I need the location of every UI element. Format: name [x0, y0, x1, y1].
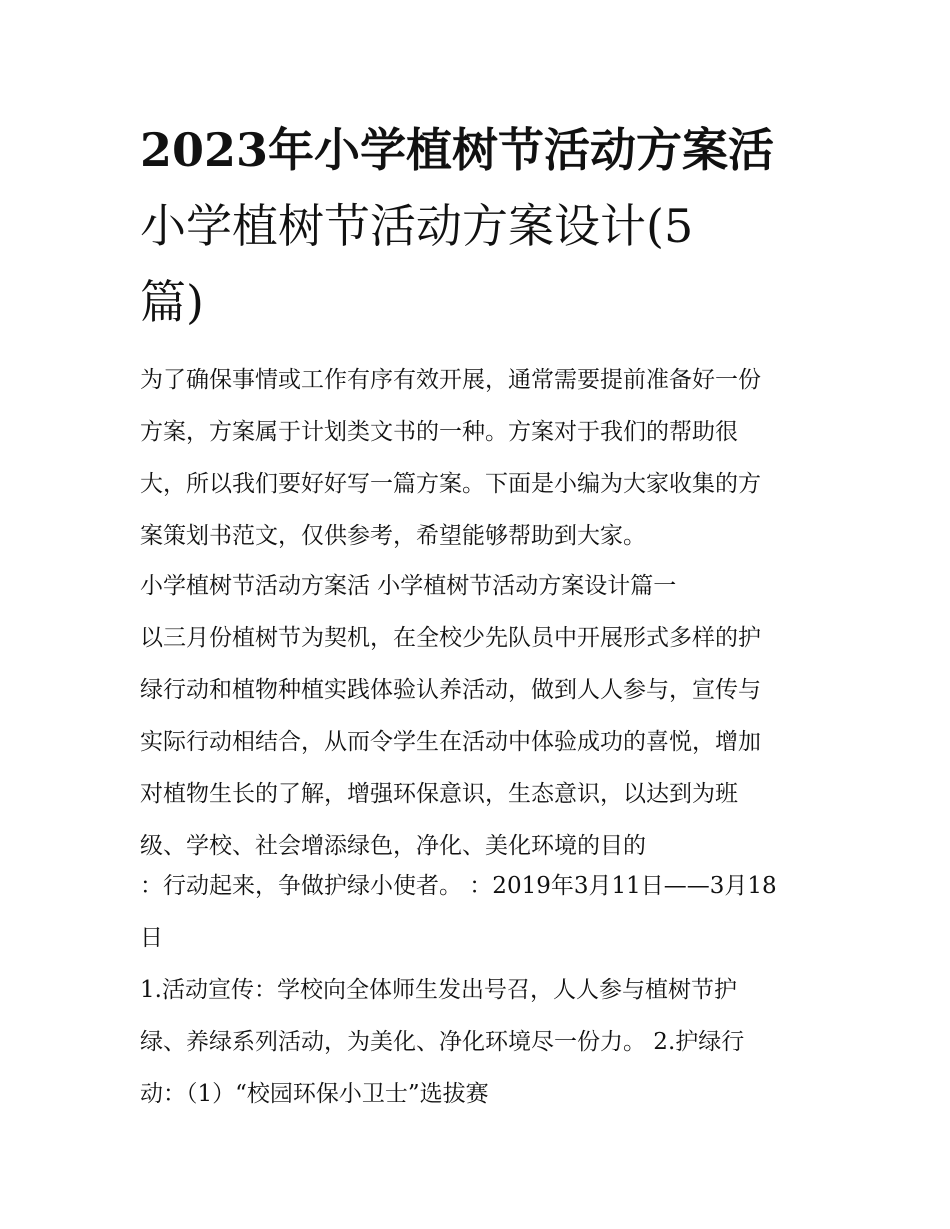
intro-paragraph	[140, 354, 820, 562]
section-heading	[140, 560, 820, 612]
activities-line: 动：（1）“校园环保小卫士”选拔赛	[140, 1081, 489, 1107]
purpose-line: 实际行动相结合，从而令学生在活动中体验成功的喜悦，增加	[140, 729, 761, 755]
purpose-line: 绿行动和植物种植实践体验认养活动，做到人人参与，宣传与	[140, 677, 761, 703]
title-line-1: 2023年小学植树节活动方案活	[140, 123, 775, 177]
intro-line: 大，所以我们要好好写一篇方案。下面是小编为大家收集的方	[140, 471, 761, 497]
purpose-paragraph	[140, 612, 820, 872]
title-line-3: 篇)	[140, 275, 204, 329]
purpose-line: 以三月份植树节为契机，在全校少先队员中开展形式多样的护	[140, 625, 761, 651]
activities-line: 1.活动宣传：学校向全体师生发出号召，人人参与植树节护	[140, 977, 737, 1003]
intro-line: 为了确保事情或工作有序有效开展，通常需要提前准备好一份	[140, 367, 761, 393]
activities-paragraph	[140, 964, 820, 1120]
theme-time-paragraph	[140, 860, 820, 964]
activities-line: 绿、养绿系列活动，为美化、净化环境尽一份力。 2.护绿行	[140, 1029, 745, 1055]
purpose-line: 级、学校、社会增添绿色，净化、美化环境的目的	[140, 833, 646, 859]
theme-time-line: ：行动起来，争做护绿小使者。 ：2019年3月11日——3月18	[140, 873, 777, 899]
intro-line: 案策划书范文，仅供参考，希望能够帮助到大家。	[140, 523, 646, 549]
document-title	[140, 112, 820, 340]
intro-line: 方案，方案属于计划类文书的一种。方案对于我们的帮助很	[140, 419, 738, 445]
purpose-line: 对植物生长的了解，增强环保意识，生态意识，以达到为班	[140, 781, 738, 807]
section-heading-text: 小学植树节活动方案活 小学植树节活动方案设计篇一	[140, 573, 677, 599]
title-line-2: 小学植树节活动方案设计(5	[140, 199, 694, 253]
theme-time-line: 日	[140, 925, 163, 951]
